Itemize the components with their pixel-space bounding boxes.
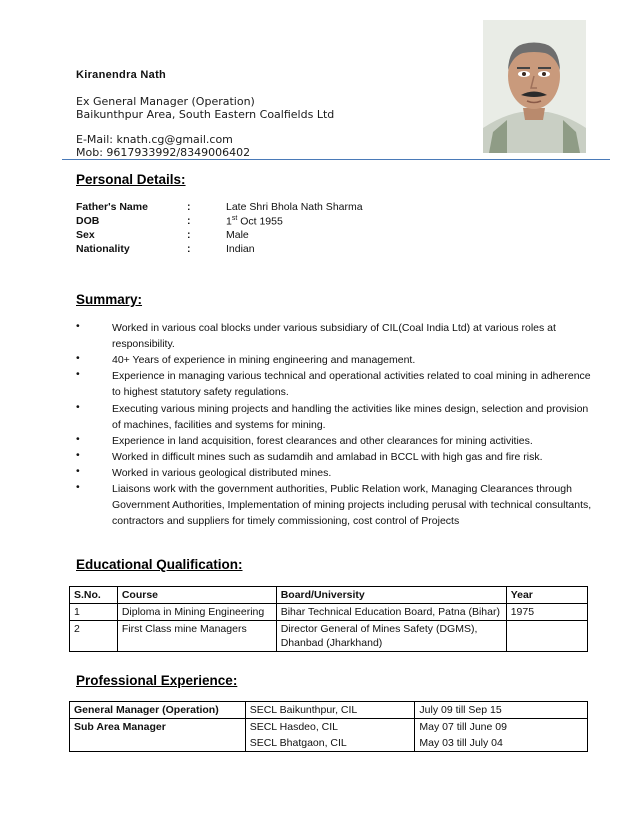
place-cell: SECL Baikunthpur, CIL: [245, 702, 415, 719]
bullet: •: [76, 320, 80, 332]
bullet: •: [76, 401, 80, 413]
role-cell: General Manager (Operation): [70, 702, 246, 719]
candidate-email: E-Mail: knath.cg@gmail.com: [76, 133, 233, 146]
experience-heading: Professional Experience:: [76, 673, 238, 688]
sex-label: Sex: [76, 229, 95, 241]
summary-item: Worked in various geological distributed mines.: [112, 467, 332, 479]
table-row: [70, 702, 588, 719]
sno-cell: 1: [70, 604, 118, 621]
board-cell: Bihar Technical Education Board, Patna (Bihar): [276, 604, 506, 621]
header-divider: [62, 159, 610, 160]
bullet: •: [76, 481, 80, 493]
dob-value: [226, 215, 283, 228]
table-row: [70, 621, 588, 652]
education-header-row: [70, 587, 588, 604]
role-cell: Sub Area Manager: [70, 719, 246, 752]
summary-item: Liaisons work with the government authorities, Public Relation work, Managing Clearances through Government Authorities, Implementation of mining projects including perusal with technical consultants, contractors and suppliers for timely commissioning, cost control of Projects: [112, 483, 592, 527]
candidate-title: Ex General Manager (Operation): [76, 95, 255, 108]
colon: :: [187, 201, 191, 213]
place-cell: SECL Hasdeo, CIL: [245, 719, 415, 736]
course-cell: First Class mine Managers: [117, 621, 276, 652]
fathers-name-value: Late Shri Bhola Nath Sharma: [226, 201, 363, 213]
colon: :: [187, 229, 191, 241]
summary-heading: Summary:: [76, 292, 143, 307]
table-row: [70, 604, 588, 621]
summary-item: 40+ Years of experience in mining engineering and management.: [112, 354, 416, 366]
colon: :: [187, 243, 191, 255]
education-table: [69, 586, 588, 652]
bullet: •: [76, 433, 80, 445]
period-cell: May 03 till July 04: [415, 735, 588, 752]
period-cell: July 09 till Sep 15: [415, 702, 588, 719]
bullet: •: [76, 465, 80, 477]
board-cell: Director General of Mines Safety (DGMS), Dhanbad (Jharkhand): [276, 621, 506, 652]
table-row: [70, 719, 588, 736]
period-cell: May 07 till June 09: [415, 719, 588, 736]
profile-photo: [483, 20, 586, 153]
sex-value: Male: [226, 229, 249, 241]
summary-item: Experience in land acquisition, forest clearances and other clearances for mining activities.: [112, 435, 533, 447]
experience-table: [69, 701, 588, 752]
column-header: Course: [117, 587, 276, 604]
nationality-value: Indian: [226, 243, 255, 255]
dob-suffix: st: [231, 215, 238, 222]
bullet: •: [76, 449, 80, 461]
sno-cell: 2: [70, 621, 118, 652]
dob-month-year: Oct 1955: [237, 215, 283, 228]
column-header: Year: [506, 587, 587, 604]
column-header: Board/University: [276, 587, 506, 604]
candidate-company: Baikunthpur Area, South Eastern Coalfields Ltd: [76, 108, 335, 121]
bullet: •: [76, 368, 80, 380]
education-heading: Educational Qualification:: [76, 557, 243, 572]
bullet: •: [76, 352, 80, 364]
summary-item: Worked in difficult mines such as sudamdih and amlabad in BCCL with high gas and fire risk.: [112, 451, 543, 463]
place-cell: SECL Bhatgaon, CIL: [245, 735, 415, 752]
dob-day: 1: [226, 215, 232, 228]
course-cell: Diploma in Mining Engineering: [117, 604, 276, 621]
candidate-name: Kiranendra Nath: [76, 69, 167, 81]
candidate-mobile: Mob: 9617933992/8349006402: [76, 146, 251, 159]
summary-item: Worked in various coal blocks under various subsidiary of CIL(Coal India Ltd) at various roles at responsibility.: [112, 322, 556, 350]
summary-item: Experience in managing various technical and operational activities related to coal mining in adherence to highest statutory safety regulations.: [112, 370, 591, 398]
year-cell: [506, 621, 587, 652]
personal-details-heading: Personal Details:: [76, 172, 186, 187]
year-cell: 1975: [506, 604, 587, 621]
fathers-name-label: Father's Name: [76, 201, 148, 213]
colon: :: [187, 215, 191, 227]
dob-label: DOB: [76, 215, 100, 227]
column-header: S.No.: [70, 587, 118, 604]
nationality-label: Nationality: [76, 243, 130, 255]
summary-item: Executing various mining projects and handling the activities like mines design, selection and provision of machines, facilities and systems for mining.: [112, 403, 589, 431]
